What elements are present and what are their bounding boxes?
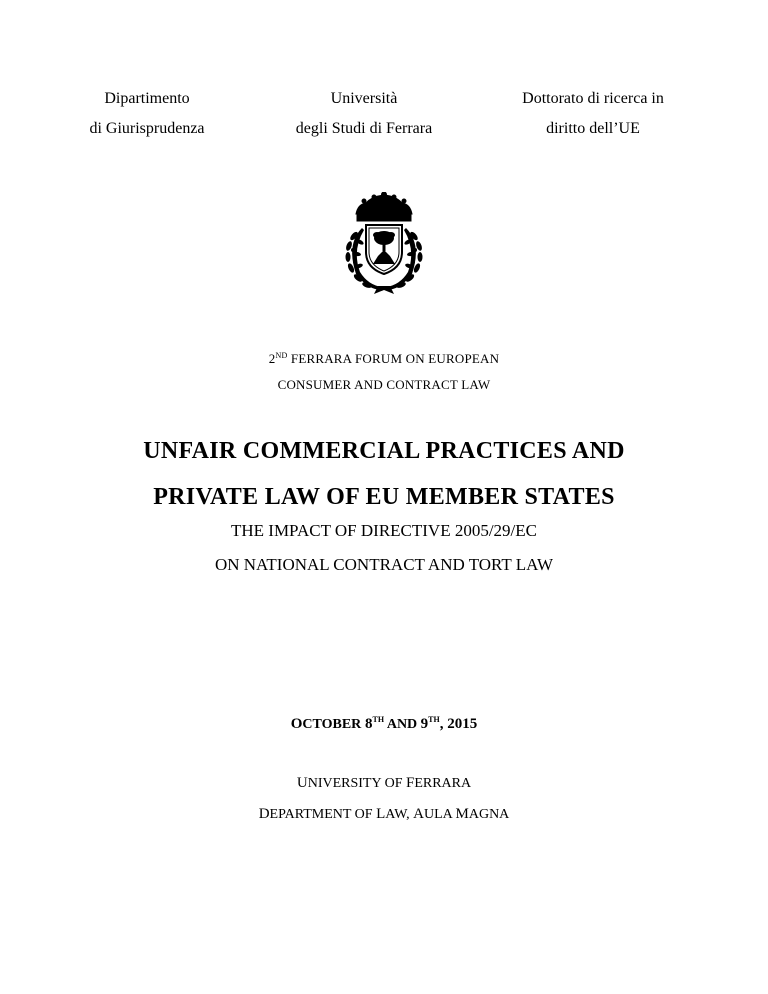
date-and: AND <box>384 717 421 732</box>
forum-line2: CONSUMER AND CONTRACT LAW <box>277 377 491 392</box>
venue-of2: OF <box>351 807 377 822</box>
venue-line2 <box>0 799 768 830</box>
venue-comma: , <box>406 807 414 822</box>
header-doctorate-line2: diritto dell’UE <box>546 120 640 137</box>
header-department-line2: di Giurisprudenza <box>89 120 205 137</box>
university-crest-icon <box>320 192 448 298</box>
title-line1: UNFAIR COMMERCIAL PRACTICES AND <box>143 438 625 464</box>
forum-line1-text: FERRARA FORUM ON EUROPEAN <box>287 351 500 366</box>
venue-l: L <box>376 806 386 822</box>
venue-d: D <box>258 806 270 822</box>
venue-of: OF <box>381 776 406 791</box>
forum-heading <box>0 346 768 398</box>
document-title <box>0 428 768 520</box>
forum-number: 2 <box>268 351 276 366</box>
header-doctorate <box>503 84 683 144</box>
venue-u: U <box>296 775 308 791</box>
forum-line1 <box>0 346 768 372</box>
venue-ula: ULA <box>424 807 452 822</box>
date-initial: O <box>290 716 303 732</box>
date-month-rest: CTOBER <box>302 717 362 732</box>
venue-errara: ERRARA <box>414 776 472 791</box>
date-day2: 9 <box>420 716 429 732</box>
subtitle-line2: ON NATIONAL CONTRACT AND TORT LAW <box>214 555 554 574</box>
venue-niversity: NIVERSITY <box>307 776 382 791</box>
header-department-line1: Dipartimento <box>104 90 190 107</box>
date-day1: 8 <box>361 716 373 732</box>
header-university-line1: Università <box>330 90 398 107</box>
header-doctorate-line1: Dottorato di ricerca in <box>522 90 664 107</box>
venue-aw: AW <box>385 807 407 822</box>
date-ordinal2: TH <box>428 715 440 724</box>
venue-agna: AGNA <box>468 807 510 822</box>
forum-ordinal: ND <box>275 351 288 360</box>
header-university-line2: degli Studi di Ferrara <box>295 120 433 137</box>
subtitle-line1: THE IMPACT OF DIRECTIVE 2005/29/EC <box>230 521 538 540</box>
document-subtitle <box>0 514 768 582</box>
title-line2: PRIVATE LAW OF EU MEMBER STATES <box>153 484 615 510</box>
header-university <box>269 84 459 144</box>
event-venue <box>0 768 768 830</box>
event-date <box>0 716 768 733</box>
venue-m: M <box>455 806 469 822</box>
date-ordinal1: TH <box>372 715 385 724</box>
date-year: , 2015 <box>439 716 478 732</box>
venue-epartment: EPARTMENT <box>269 807 352 822</box>
header-department <box>78 84 216 144</box>
venue-line1 <box>0 768 768 799</box>
venue-a: A <box>413 806 424 822</box>
venue-f: F <box>405 775 415 791</box>
